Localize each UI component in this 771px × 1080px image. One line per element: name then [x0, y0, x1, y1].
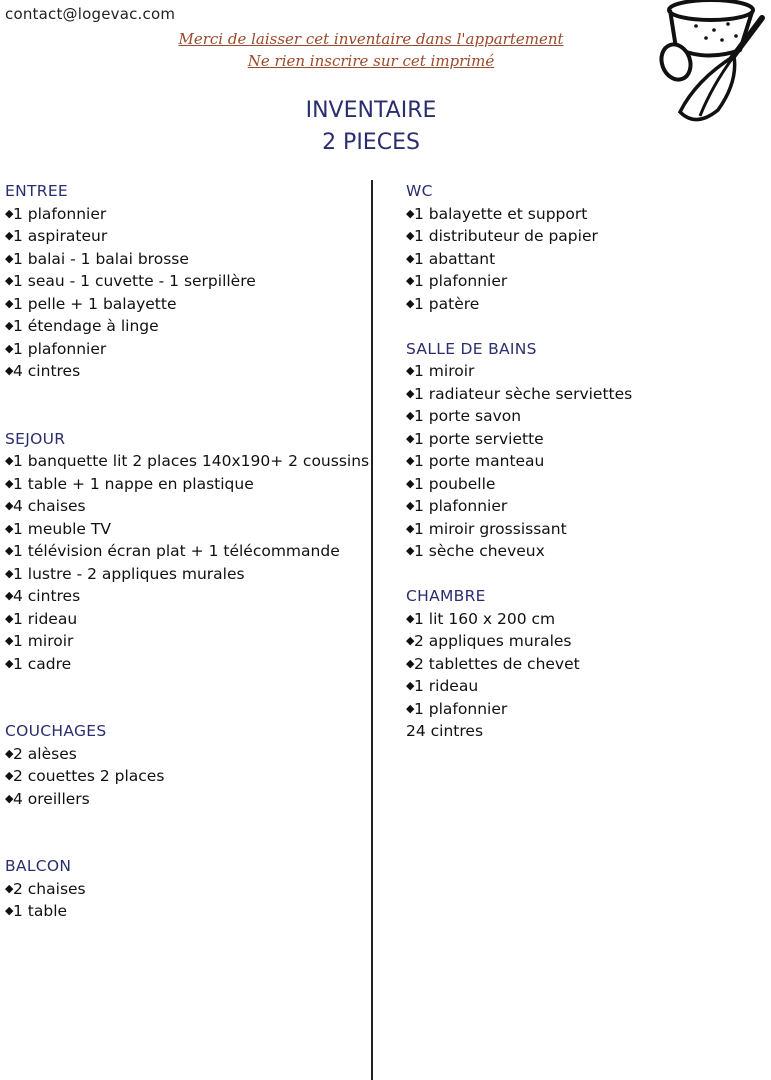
list-item: ◆1 distributeur de papier [406, 225, 770, 248]
section-title: WC [406, 182, 433, 200]
section-title: SEJOUR [5, 429, 66, 448]
bullet-icon: ◆ [5, 656, 14, 670]
contact-email: contact@logevac.com [5, 5, 176, 23]
list-item: ◆1 balai - 1 balai brosse [5, 248, 369, 271]
list-item: ◆4 cintres [5, 585, 369, 608]
section-title: CHAMBRE [406, 587, 486, 605]
bullet-icon: ◆ [5, 589, 14, 602]
list-item: ◆2 appliques murales [406, 630, 770, 653]
list-item: ◆1 patère [406, 293, 770, 316]
list-item: ◆1 rideau [406, 675, 770, 698]
section-entree [5, 180, 369, 383]
list-item: 24 cintres [406, 722, 484, 740]
section-wc [406, 180, 770, 315]
notice-line-1: Merci de laisser cet inventaire dans l'appartement [178, 30, 564, 48]
list-item: ◆1 plafonnier [5, 338, 369, 361]
bullet-icon: ◆ [406, 634, 415, 647]
list-item: ◆1 lit 160 x 200 cm [406, 608, 770, 631]
bullet-icon: ◆ [5, 791, 14, 805]
bullet-icon: ◆ [406, 499, 415, 512]
bullet-icon: ◆ [406, 611, 415, 625]
bullet-icon: ◆ [5, 229, 14, 242]
bullet-icon: ◆ [406, 701, 415, 715]
list-item: ◆2 tablettes de chevet [406, 653, 770, 676]
bullet-icon: ◆ [406, 521, 415, 535]
section-balcon [5, 855, 369, 923]
bullet-icon: ◆ [406, 206, 415, 220]
bullet-icon: ◆ [5, 881, 14, 895]
list-item: ◆1 seau - 1 cuvette - 1 serpillère [5, 270, 369, 293]
bullet-icon: ◆ [5, 364, 14, 377]
list-item: ◆1 balayette et support [406, 203, 770, 226]
list-item: ◆2 chaises [5, 878, 369, 901]
list-item: ◆1 télévision écran plat + 1 télécommande [5, 540, 369, 563]
bullet-icon: ◆ [406, 476, 415, 490]
bullet-icon: ◆ [5, 341, 14, 355]
list-item: ◆1 abattant [406, 248, 770, 271]
list-item: ◆1 porte savon [406, 405, 770, 428]
list-item: ◆1 poubelle [406, 473, 770, 496]
bullet-icon: ◆ [406, 364, 415, 377]
bullet-icon: ◆ [406, 656, 415, 670]
list-item: ◆1 pelle + 1 balayette [5, 293, 369, 316]
section-title: ENTREE [5, 182, 69, 200]
bullet-icon: ◆ [5, 296, 14, 310]
bullet-icon: ◆ [406, 544, 415, 557]
list-item: ◆1 banquette lit 2 places 140x190+ 2 coussins [5, 450, 369, 473]
bullet-icon: ◆ [5, 206, 14, 220]
bullet-icon: ◆ [406, 431, 415, 445]
list-item: ◆1 miroir grossissant [406, 518, 770, 541]
bullet-icon: ◆ [5, 521, 14, 535]
section-chambre [406, 585, 770, 743]
list-item: ◆1 miroir [5, 630, 369, 653]
bullet-icon: ◆ [406, 251, 415, 265]
bullet-icon: ◆ [5, 566, 14, 580]
list-item: ◆1 table [5, 900, 369, 923]
bullet-icon: ◆ [5, 319, 14, 332]
column-divider [371, 180, 373, 1080]
list-item: ◆1 plafonnier [406, 495, 770, 518]
list-item: ◆1 plafonnier [406, 270, 770, 293]
list-item: ◆1 aspirateur [5, 225, 369, 248]
bullet-icon: ◆ [5, 251, 14, 265]
list-item: ◆2 couettes 2 places [5, 765, 369, 788]
list-item: ◆1 porte manteau [406, 450, 770, 473]
list-item: ◆1 meuble TV [5, 518, 369, 541]
section-couchages [5, 720, 369, 810]
list-item: ◆4 oreillers [5, 788, 369, 811]
bullet-icon: ◆ [406, 229, 415, 242]
bullet-icon: ◆ [5, 274, 14, 287]
list-item: ◆1 plafonnier [406, 698, 770, 721]
bullet-icon: ◆ [5, 454, 14, 467]
bullet-icon: ◆ [406, 296, 415, 310]
bullet-icon: ◆ [5, 746, 14, 760]
list-item: ◆2 alèses [5, 743, 369, 766]
list-item: ◆1 rideau [5, 608, 369, 631]
page-title: INVENTAIRE [305, 98, 437, 123]
list-item: ◆1 sèche cheveux [406, 540, 770, 563]
section-title: BALCON [5, 857, 72, 875]
bullet-icon: ◆ [406, 386, 415, 400]
bullet-icon: ◆ [5, 611, 14, 625]
bullet-icon: ◆ [406, 454, 415, 467]
bullet-icon: ◆ [5, 544, 14, 557]
left-column [5, 180, 369, 923]
right-column [406, 180, 770, 743]
bullet-icon: ◆ [5, 904, 14, 917]
section-title: SALLE DE BAINS [406, 339, 537, 358]
list-item: ◆1 plafonnier [5, 203, 369, 226]
list-item: ◆1 miroir [406, 360, 770, 383]
list-item: ◆1 étendage à linge [5, 315, 369, 338]
bullet-icon: ◆ [406, 409, 415, 422]
bullet-icon: ◆ [406, 679, 415, 692]
list-item: ◆1 cadre [5, 653, 369, 676]
section-salle-de-bains [406, 338, 770, 563]
bullet-icon: ◆ [5, 476, 14, 490]
notice-line-2: Ne rien inscrire sur cet imprimé [247, 52, 495, 70]
section-sejour [5, 428, 369, 676]
bullet-icon: ◆ [5, 634, 14, 647]
bullet-icon: ◆ [406, 274, 415, 287]
bullet-icon: ◆ [5, 769, 14, 782]
page-subtitle: 2 PIECES [322, 130, 420, 155]
list-item: ◆4 chaises [5, 495, 369, 518]
list-item: ◆1 table + 1 nappe en plastique [5, 473, 369, 496]
list-item: ◆1 lustre - 2 appliques murales [5, 563, 369, 586]
bullet-icon: ◆ [5, 499, 14, 512]
section-title: COUCHAGES [5, 722, 107, 740]
list-item: ◆1 porte serviette [406, 428, 770, 451]
list-item: ◆4 cintres [5, 360, 369, 383]
kitchen-whisk-bowl-icon [656, 0, 771, 130]
list-item: ◆1 radiateur sèche serviettes [406, 383, 770, 406]
